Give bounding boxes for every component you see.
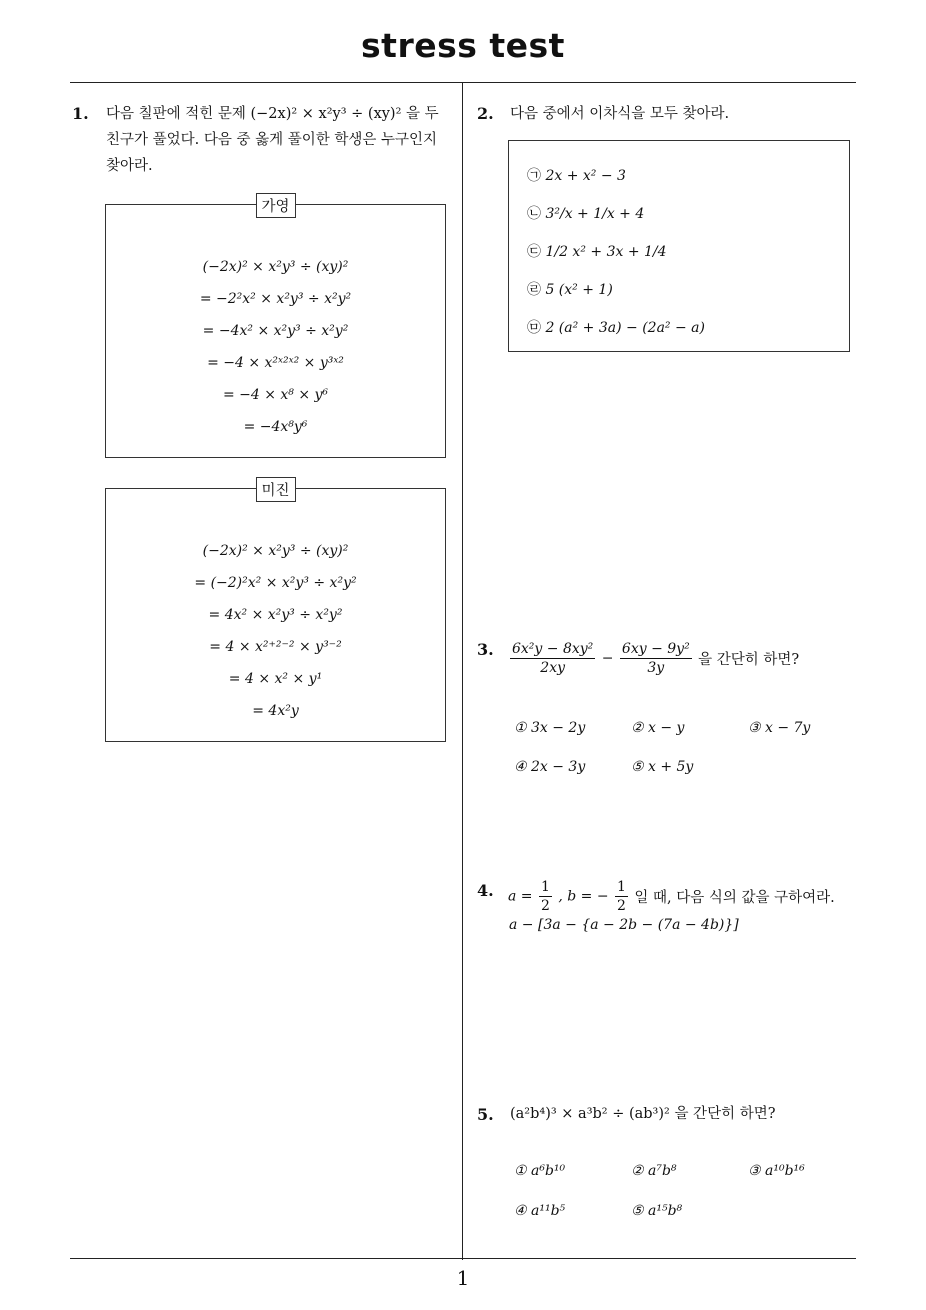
choice-item	[527, 309, 705, 347]
step: = 4 × x²⁺²⁻² × y³⁻²	[209, 639, 342, 655]
q2-choice-box	[508, 140, 850, 352]
choice-item	[527, 271, 705, 309]
fraction-numerator: 1	[540, 879, 550, 895]
fraction-denominator: 2	[540, 898, 550, 914]
solution-steps-mijin	[106, 535, 445, 727]
solution-label-mijin: 미진	[255, 477, 295, 502]
q5-option-4: ④ a¹¹b⁵	[514, 1203, 566, 1219]
b-assign: , b = −	[558, 888, 609, 905]
step: = 4x²y	[252, 703, 299, 719]
choice-mark: ㉢	[527, 244, 541, 260]
q1-text	[106, 101, 456, 179]
fraction-numerator: 1	[617, 879, 626, 895]
q2-text: 다음 중에서 이차식을 모두 찾아라.	[510, 106, 730, 122]
step: = −2²x² × x²y³ ÷ x²y²	[199, 291, 352, 307]
q3-option-1: ① 3x − 2y	[514, 720, 586, 736]
q2-choices	[527, 157, 705, 347]
q4-prompt	[508, 878, 835, 915]
choice-mark: ㉠	[527, 168, 541, 184]
q4-expression: a − [3a − {a − 2b − (7a − 4b)}]	[509, 917, 739, 933]
q2-number: 2.	[477, 104, 494, 123]
q5-option-1: ① a⁶b¹⁰	[514, 1163, 566, 1179]
q5-option-5: ⑤ a¹⁵b⁸	[631, 1203, 683, 1219]
solution-label-gayoung: 가영	[255, 193, 295, 218]
choice-expr: 2x + x² − 3	[545, 168, 626, 184]
header-rule	[70, 82, 856, 83]
a-assign: a =	[508, 888, 533, 905]
fraction-denominator: 2	[617, 898, 626, 914]
q3-number: 3.	[477, 640, 494, 659]
column-divider	[462, 82, 463, 1260]
step: = 4x² × x²y³ ÷ x²y²	[208, 607, 343, 623]
footer-rule	[70, 1258, 856, 1259]
choice-item	[527, 157, 705, 195]
choice-mark: ㉤	[527, 320, 541, 336]
q3-option-5: ⑤ x + 5y	[631, 759, 694, 775]
q5-option-2: ② a⁷b⁸	[631, 1163, 677, 1179]
step: = (−2)²x² × x²y³ ÷ x²y²	[194, 575, 357, 591]
solution-steps-gayoung	[106, 251, 445, 443]
choice-expr: 5 (x² + 1)	[545, 282, 613, 298]
choice-mark: ㉡	[527, 206, 541, 222]
choice-expr: 2 (a² + 3a) − (2a² − a)	[545, 320, 705, 336]
choice-item	[527, 233, 705, 271]
choice-expr: 1/2 x² + 3x + 1/4	[545, 244, 667, 260]
q1-line2: 친구가 풀었다. 다음 중 옳게 풀이한 학생은 누구인지	[106, 132, 438, 148]
q3-prompt	[508, 640, 799, 677]
step: (−2x)² × x²y³ ÷ (xy)²	[202, 543, 349, 559]
q3-option-2: ② x − y	[631, 720, 685, 736]
page-title: stress test	[361, 26, 565, 65]
fraction-numerator: 6xy − 9y²	[621, 641, 690, 657]
minus-sign: −	[601, 650, 614, 667]
solution-box-gayoung	[105, 199, 446, 458]
step: = −4x² × x²y³ ÷ x²y²	[202, 323, 349, 339]
fraction-a	[539, 878, 552, 915]
choice-expr: 3²/x + 1/x + 4	[545, 206, 645, 222]
step: = −4 × x⁸ × y⁶	[222, 387, 329, 403]
q5-text: (a²b⁴)³ × a³b² ÷ (ab³)² 을 간단히 하면?	[510, 1106, 776, 1122]
page-number: 1	[456, 1266, 470, 1290]
fraction-denominator: 3y	[647, 660, 665, 676]
q3-option-3: ③ x − 7y	[748, 720, 811, 736]
fraction-numerator: 6x²y − 8xy²	[512, 641, 594, 657]
q5-number: 5.	[477, 1105, 494, 1124]
fraction-b	[615, 878, 628, 915]
choice-item	[527, 195, 705, 233]
q1-line3: 찾아라.	[106, 158, 153, 174]
q4-text: 일 때, 다음 식의 값을 구하여라.	[634, 890, 835, 906]
solution-box-mijin	[105, 483, 446, 742]
fraction-1	[510, 640, 595, 677]
fraction-denominator: 2xy	[540, 660, 565, 676]
q4-number: 4.	[477, 881, 494, 900]
q1-number: 1.	[72, 104, 89, 123]
q3-option-4: ④ 2x − 3y	[514, 759, 586, 775]
step: = −4x⁸y⁶	[243, 419, 308, 435]
q5-option-3: ③ a¹⁰b¹⁶	[748, 1163, 805, 1179]
fraction-2	[620, 640, 692, 677]
choice-mark: ㉣	[527, 282, 541, 298]
step: = −4 × x²ˣ²ˣ² × y³ˣ²	[207, 355, 344, 371]
q1-line1: 다음 칠판에 적힌 문제 (−2x)² × x²y³ ÷ (xy)² 을 두	[106, 106, 439, 122]
q3-text: 을 간단히 하면?	[698, 652, 800, 668]
step: = 4 × x² × y¹	[228, 671, 323, 687]
step: (−2x)² × x²y³ ÷ (xy)²	[202, 259, 349, 275]
